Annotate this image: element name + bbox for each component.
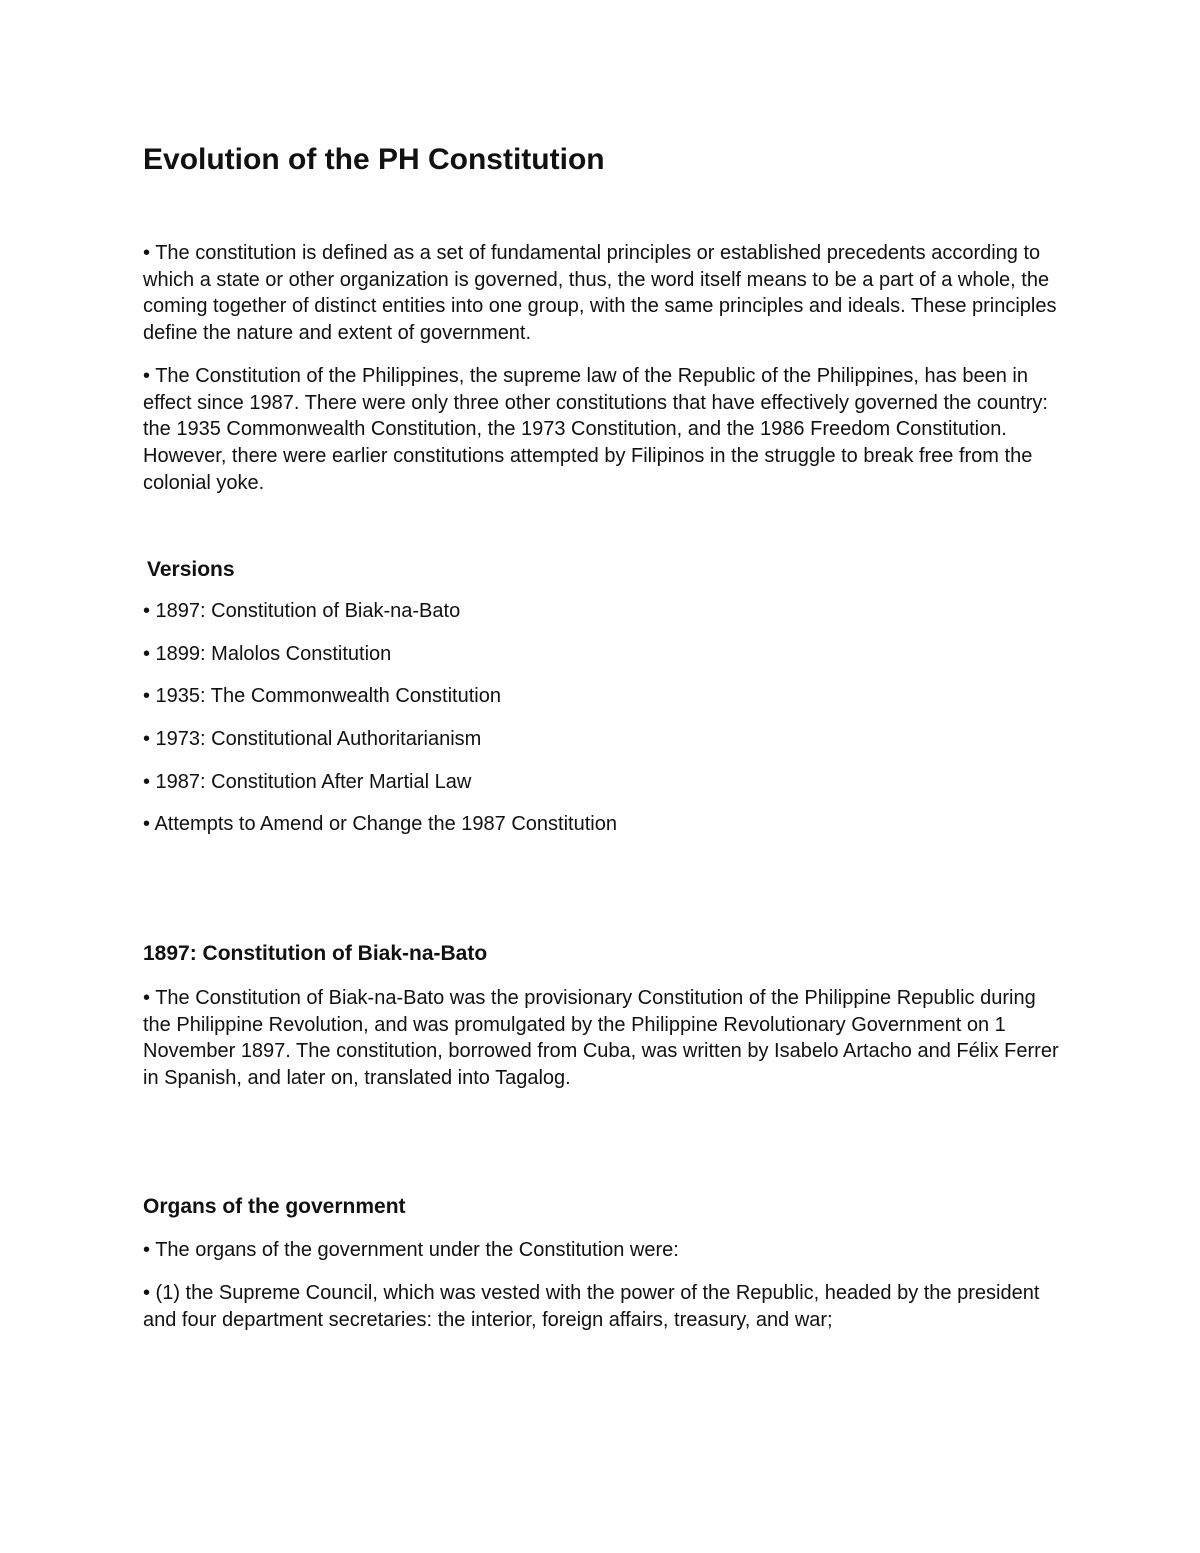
- version-item-1987: • 1987: Constitution After Martial Law: [143, 770, 472, 793]
- versions-list: [143, 598, 617, 854]
- organs-intro-paragraph: • The organs of the government under the Constitution were:: [143, 1239, 679, 1261]
- version-item-1897: • 1897: Constitution of Biak-na-Bato: [143, 600, 461, 622]
- biak-na-bato-paragraph: • The Constitution of Biak-na-Bato was the provisionary Constitution of the Philippine Republic during the Philippine Revolution, and was promulgated by the Philippine Revolutionary Government on 1 November 1897. The constitution, borrowed from Cuba, was written by Isabelo Artacho and Félix Ferrer in Spanish, and later on, translated into Tagalog.: [143, 987, 1059, 1090]
- versions-heading: Versions: [147, 558, 235, 581]
- organs-supreme-council-paragraph: • (1) the Supreme Council, which was vested with the power of the Republic, headed by the president and four department secretaries: the interior, foreign affairs, treasury, and war;: [143, 1282, 1040, 1331]
- intro-paragraph-definition: • The constitution is defined as a set of fundamental principles or established precedents according to which a state or other organization is governed, thus, the word itself means to be a part of a whole, the coming together of distinct entities into one group, with the same principles and ideals. These principles define the nature and extent of government.: [143, 242, 1057, 345]
- organs-heading: Organs of the government: [143, 1195, 406, 1218]
- biak-na-bato-heading: 1897: Constitution of Biak-na-Bato: [143, 942, 488, 965]
- version-item-1935: • 1935: The Commonwealth Constitution: [143, 685, 501, 708]
- intro-paragraph-history: • The Constitution of the Philippines, the supreme law of the Republic of the Philippines, has been in effect since 1987. There were only three other constitutions that have effectively governed the country: the 1935 Commonwealth Constitution, the 1973 Constitution, and the 1986 Freedom Constitution. However, there were earlier constitutions attempted by Filipinos in the struggle to break free from the colonial yoke.: [143, 365, 1048, 494]
- version-item-1973: • 1973: Constitutional Authoritarianism: [143, 728, 482, 751]
- page-title: Evolution of the PH Constitution: [143, 143, 605, 176]
- version-item-1899: • 1899: Malolos Constitution: [143, 642, 392, 665]
- version-item-amendments: • Attempts to Amend or Change the 1987 Constitution: [143, 813, 617, 836]
